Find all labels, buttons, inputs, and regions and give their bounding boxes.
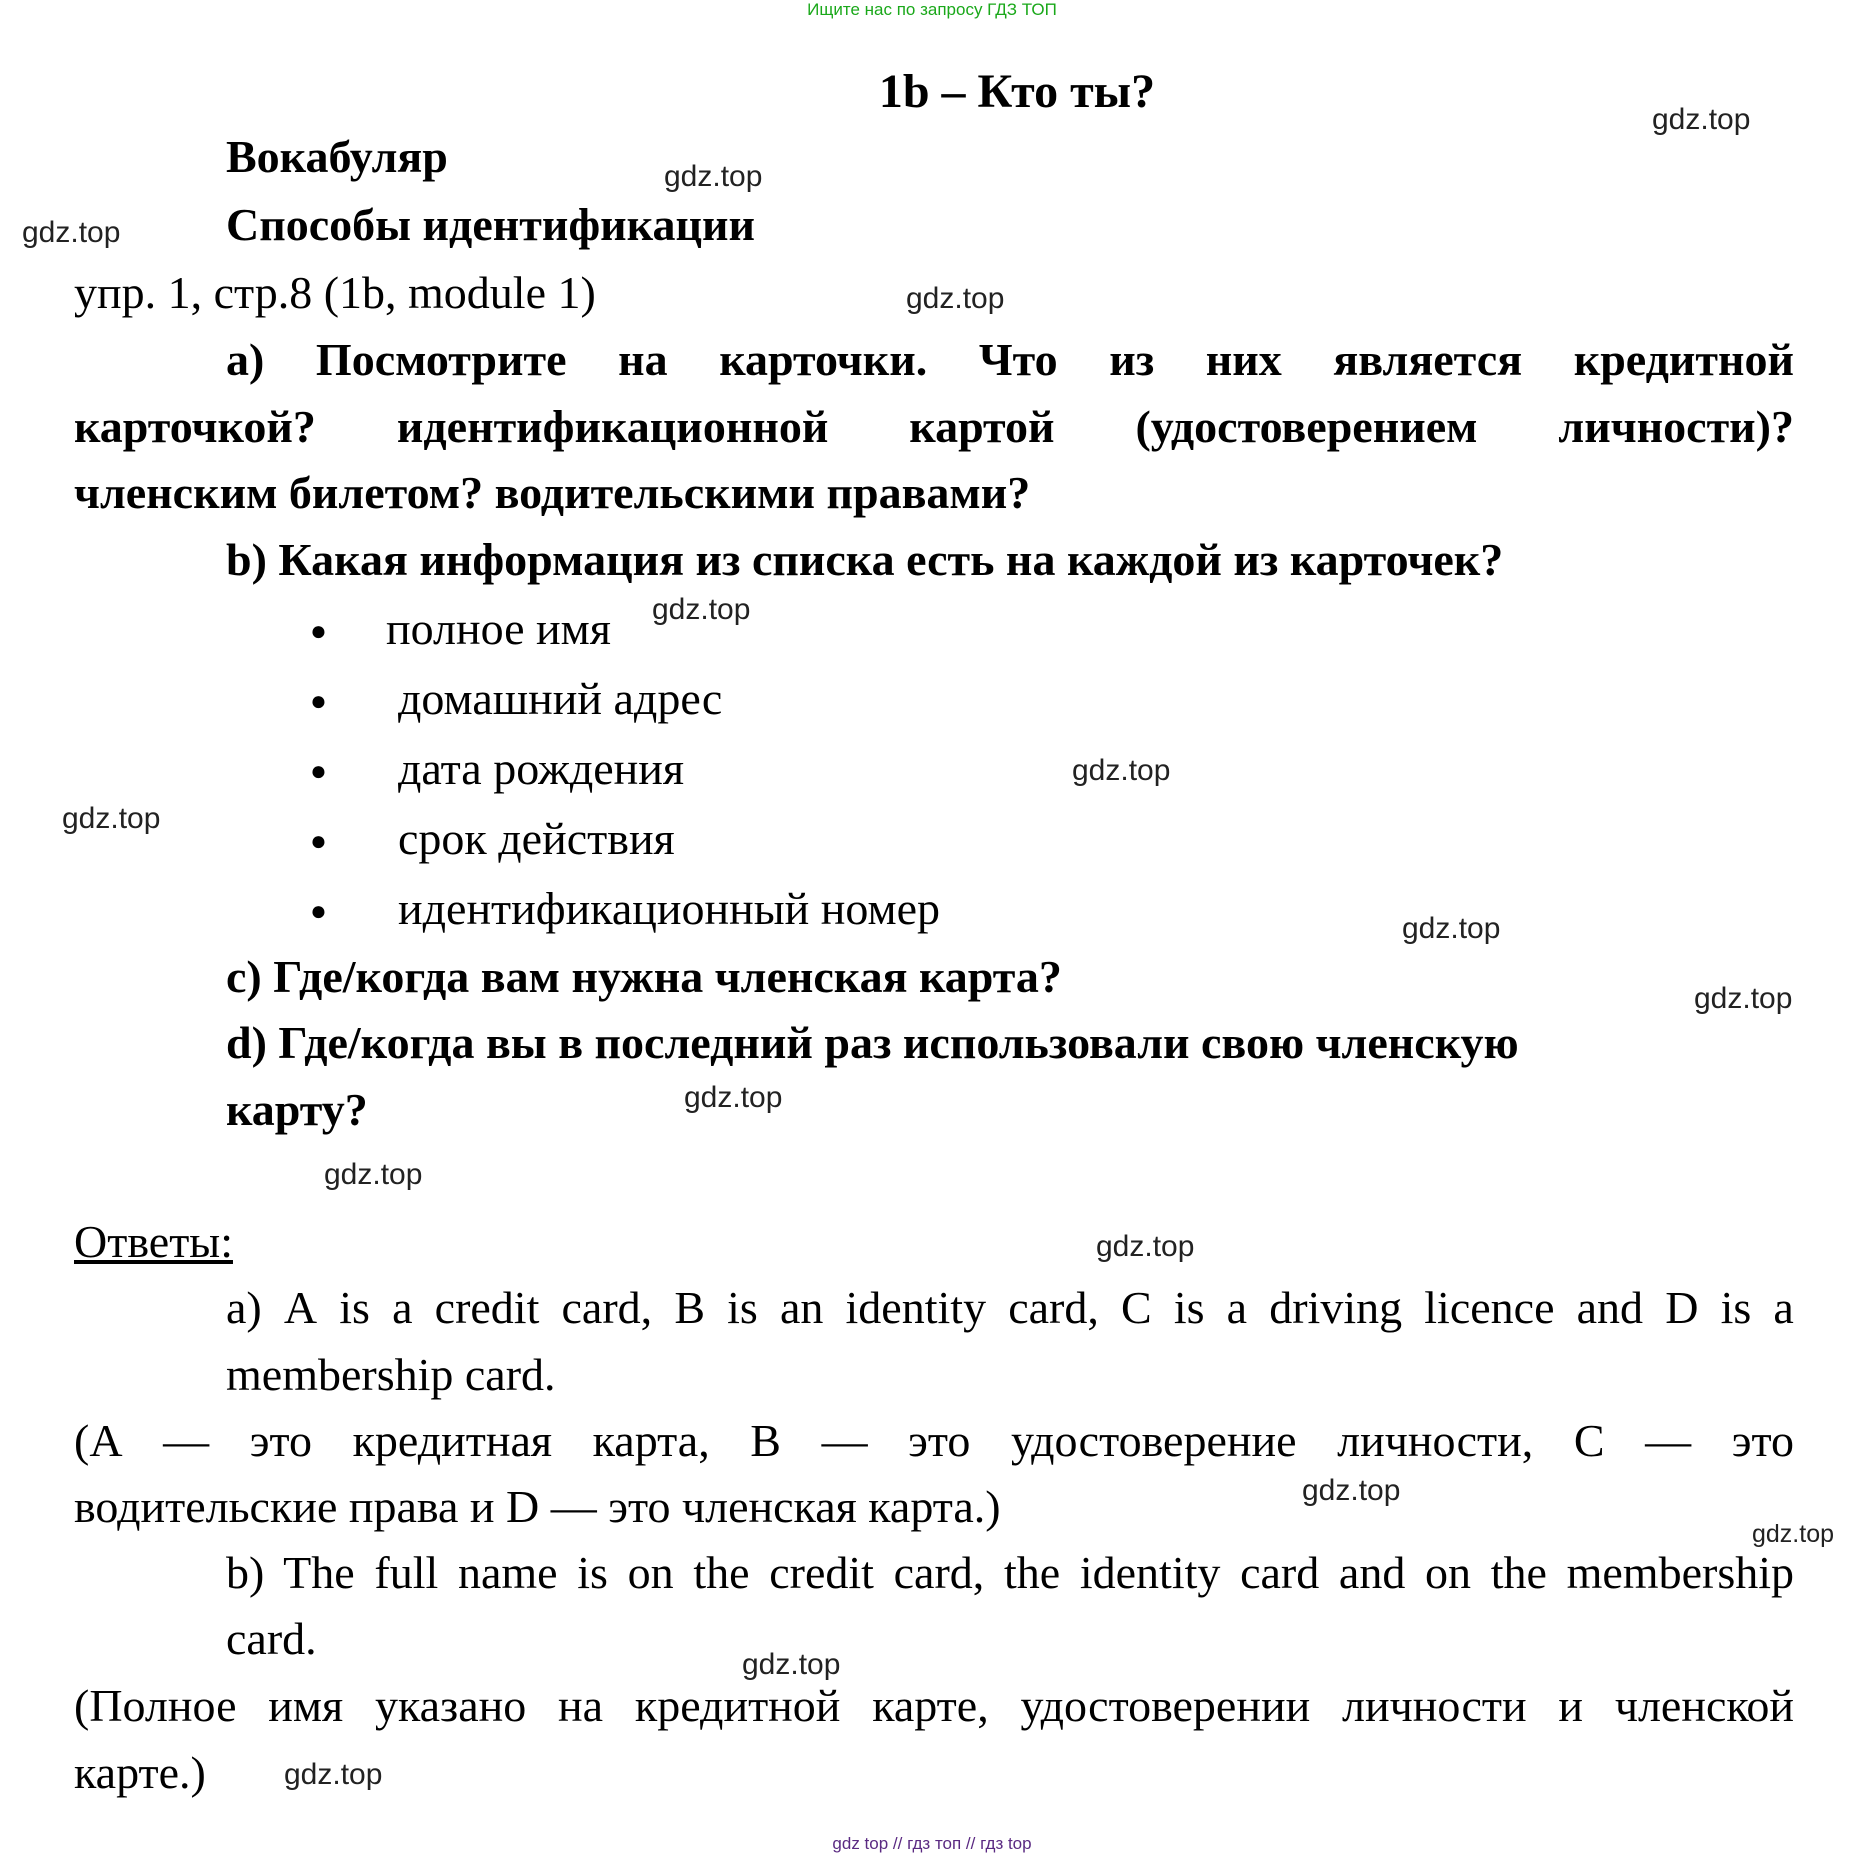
word: них <box>1205 334 1282 385</box>
word: карточкой? <box>74 401 316 452</box>
word: а) <box>226 334 265 385</box>
watermark: gdz.top <box>22 216 121 249</box>
word: is <box>1173 1282 1205 1333</box>
watermark: gdz.top <box>324 1158 423 1191</box>
word: является <box>1333 334 1523 385</box>
watermark: gdz.top <box>1652 103 1751 136</box>
word: — <box>163 1415 210 1466</box>
word: (А <box>74 1415 123 1466</box>
section-subtitle: Способы идентификации <box>226 199 755 250</box>
footer-links[interactable]: gdz top // гдз топ // гдз top <box>832 1834 1032 1853</box>
watermark: gdz.top <box>1694 982 1793 1015</box>
word: — <box>821 1415 868 1466</box>
watermark: gdz.top <box>1072 754 1171 787</box>
word: — <box>1645 1415 1692 1466</box>
word: (Полное <box>74 1680 237 1731</box>
word: credit <box>434 1282 540 1333</box>
watermark: gdz.top <box>652 593 751 626</box>
answer-a-line-1 <box>226 1281 1794 1334</box>
list-item: домашний адрес <box>398 673 723 724</box>
task-a-line-3: членским билетом? водительскими правами? <box>74 467 1031 518</box>
watermark: gdz.top <box>1302 1474 1401 1507</box>
word: идентификационной <box>396 401 829 452</box>
list-item: срок действия <box>398 813 675 864</box>
list-item: идентификационный номер <box>398 883 941 934</box>
word: личности <box>1342 1680 1527 1731</box>
word: Посмотрите <box>315 334 567 385</box>
word: a <box>1226 1282 1248 1333</box>
task-a-line-1 <box>226 333 1794 386</box>
word: личности, <box>1337 1415 1534 1466</box>
word: на <box>558 1680 604 1731</box>
word: card, <box>1008 1282 1099 1333</box>
word: и <box>1558 1680 1584 1731</box>
word: карточки. <box>719 334 928 385</box>
watermark: gdz.top <box>906 282 1005 315</box>
watermark: gdz.top <box>664 160 763 193</box>
word: В <box>750 1415 781 1466</box>
word: A <box>283 1282 318 1333</box>
word: личности)? <box>1558 401 1794 452</box>
word: картой <box>909 401 1055 452</box>
bullet-icon: ● <box>310 826 327 857</box>
word: D <box>1665 1282 1699 1333</box>
word: and <box>1576 1282 1644 1333</box>
answer-a-ru-line-2: водительские права и D — это членская карта.) <box>74 1481 1001 1532</box>
word: (удостоверением <box>1135 401 1478 452</box>
word: это <box>908 1415 971 1466</box>
word: C <box>1121 1282 1152 1333</box>
watermark: gdz.top <box>284 1758 383 1791</box>
watermark: gdz.top <box>684 1081 783 1114</box>
answer-a-line-2: membership card. <box>226 1349 556 1400</box>
word: карта, <box>592 1415 710 1466</box>
word: кредитной <box>1573 334 1794 385</box>
word: licence <box>1424 1282 1555 1333</box>
word: это <box>1731 1415 1794 1466</box>
answer-b-ru-line-1 <box>74 1679 1794 1732</box>
watermark: gdz.top <box>1752 1520 1835 1548</box>
word: кредитная <box>352 1415 553 1466</box>
word: a <box>392 1282 413 1333</box>
word: из <box>1109 334 1155 385</box>
bullet-icon: ● <box>310 616 327 647</box>
answer-b-line-1: b) The full name is on the credit card, the identity card and on the membership <box>226 1547 1794 1598</box>
word: is <box>1720 1282 1752 1333</box>
word: driving <box>1269 1282 1403 1333</box>
exercise-reference: упр. 1, стр.8 (1b, module 1) <box>74 267 596 318</box>
task-b: b) Какая информация из списка есть на каждой из карточек? <box>226 534 1504 585</box>
task-a-line-2 <box>74 400 1794 453</box>
top-banner-text[interactable]: Ищите нас по запросу ГДЗ ТОП <box>807 0 1057 19</box>
word: a <box>1773 1282 1794 1333</box>
list-item: полное имя <box>386 603 611 654</box>
word: карте, <box>872 1680 989 1731</box>
page-title: 1b – Кто ты? <box>878 65 1156 118</box>
word: an <box>779 1282 824 1333</box>
section-heading-vocab: Вокабуляр <box>226 131 448 182</box>
word: кредитной <box>634 1680 841 1731</box>
word: С <box>1573 1415 1605 1466</box>
word: is <box>727 1282 758 1333</box>
word: удостоверение <box>1011 1415 1297 1466</box>
word: это <box>249 1415 312 1466</box>
word: удостоверении <box>1020 1680 1311 1731</box>
bullet-icon: ● <box>310 756 327 787</box>
answers-heading: Ответы: <box>74 1216 233 1267</box>
word: card, <box>561 1282 653 1333</box>
word: Что <box>978 334 1058 385</box>
answer-b-ru-line-2: карте.) <box>74 1747 206 1798</box>
task-d-line-2: карту? <box>226 1084 368 1135</box>
word: членской <box>1614 1680 1794 1731</box>
watermark: gdz.top <box>1096 1230 1195 1263</box>
bullet-icon: ● <box>310 896 327 927</box>
word: на <box>618 334 668 385</box>
word: identity <box>845 1282 987 1333</box>
list-item: дата рождения <box>398 743 685 794</box>
answer-a-ru-line-1 <box>74 1414 1794 1467</box>
task-c: с) Где/когда вам нужна членская карта? <box>226 951 1062 1002</box>
bullet-icon: ● <box>310 686 327 717</box>
word: имя <box>268 1680 344 1731</box>
word: указано <box>374 1680 527 1731</box>
task-d-line-1: d) Где/когда вы в последний раз использовали свою членскую <box>226 1017 1519 1068</box>
watermark: gdz.top <box>742 1648 841 1681</box>
watermark: gdz.top <box>1402 912 1501 945</box>
word: B <box>674 1282 705 1333</box>
word: a) <box>226 1282 262 1333</box>
answer-b-line-2: card. <box>226 1613 317 1664</box>
word: is <box>339 1282 370 1333</box>
watermark: gdz.top <box>62 802 161 835</box>
